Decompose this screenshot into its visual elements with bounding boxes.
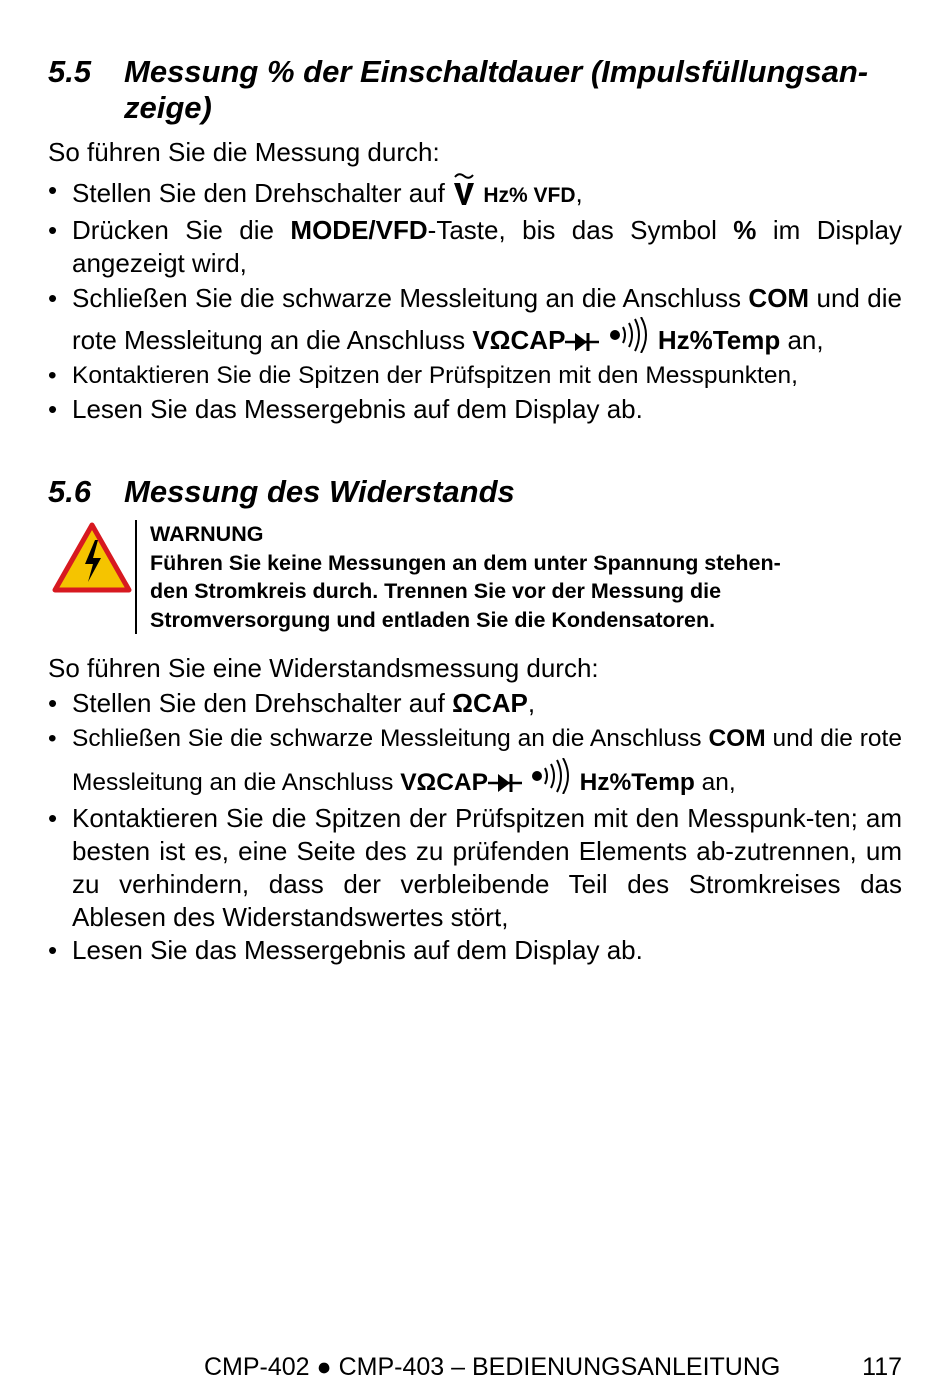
warning-box [48, 520, 902, 638]
section-title-line2: zeige) [124, 90, 212, 125]
section-title-line1: Messung % der Einschaltdauer (Impulsfüllungsan- [124, 54, 869, 89]
list-item: • Stellen Sie den Drehschalter auf ΩCAP, [48, 686, 902, 720]
warning-line: Stromversorgung und entladen Sie die Kondensatoren. [150, 607, 716, 632]
list-item: • Stellen Sie den Drehschalter auf Hz% VFD, [48, 172, 902, 214]
section-heading [48, 54, 902, 126]
section-number: 5.5 [48, 54, 92, 89]
switch-position-label: Hz% VFD [483, 184, 576, 207]
continuity-buzzer-icon [607, 325, 651, 355]
list-item: • Schließen Sie die schwarze Messleitung an die Anschluss COM und die rote Messleitung an die Anschluss VΩCAP Hz%Temp an, [48, 280, 902, 359]
instruction-list [48, 686, 902, 967]
list-item: • Kontaktieren Sie die Spitzen der Prüfspitzen mit den Messpunkten, [48, 359, 902, 393]
list-item: • Lesen Sie das Messergebnis auf dem Display ab. [48, 934, 902, 967]
section-5-6 [48, 474, 902, 510]
diode-icon [565, 325, 599, 355]
continuity-buzzer-icon [529, 769, 573, 796]
intro-text: So führen Sie die Messung durch: [48, 137, 440, 167]
section-heading [48, 474, 902, 510]
list-item: • Kontaktieren Sie die Spitzen der Prüfspitzen mit den Messpunk-ten; am besten ist es, eine Seite des zu prüfenden Elements ab-zutrennen, um zu verhindern, dass der verbleibende Teil des Stromkreises das Ablesen des Widerstandswertes stört, [48, 802, 902, 934]
page-number: 117 [862, 1353, 902, 1381]
section-number: 5.6 [48, 474, 92, 509]
list-item: • Schließen Sie die schwarze Messleitung an die Anschluss COM und die rote Messleitung an die Anschluss VΩCAP Hz%Temp an, [48, 720, 902, 802]
list-item: • Lesen Sie das Messergebnis auf dem Display ab. [48, 393, 902, 426]
high-voltage-warning-icon [52, 522, 132, 594]
warning-heading: WARNUNG [150, 522, 264, 546]
instruction-list [48, 172, 902, 426]
warning-line: den Stromkreis durch. Trennen Sie vor der Messung die [150, 579, 722, 603]
section-title: Messung des Widerstands [124, 474, 515, 509]
v-tilde-icon [452, 178, 476, 208]
section-5-5 [48, 54, 902, 426]
warning-divider [135, 520, 137, 634]
footer-title: CMP-402 ● CMP-403 – BEDIENUNGSANLEITUNG [204, 1353, 781, 1381]
warning-line: Führen Sie keine Messungen an dem unter Spannung stehen- [150, 550, 781, 575]
resistance-instructions [48, 652, 902, 967]
list-item: • Drücken Sie die MODE/VFD-Taste, bis das Symbol % im Display angezeigt wird, [48, 214, 902, 280]
diode-icon [488, 769, 522, 796]
intro-text: So führen Sie eine Widerstandsmessung durch: [48, 653, 599, 683]
